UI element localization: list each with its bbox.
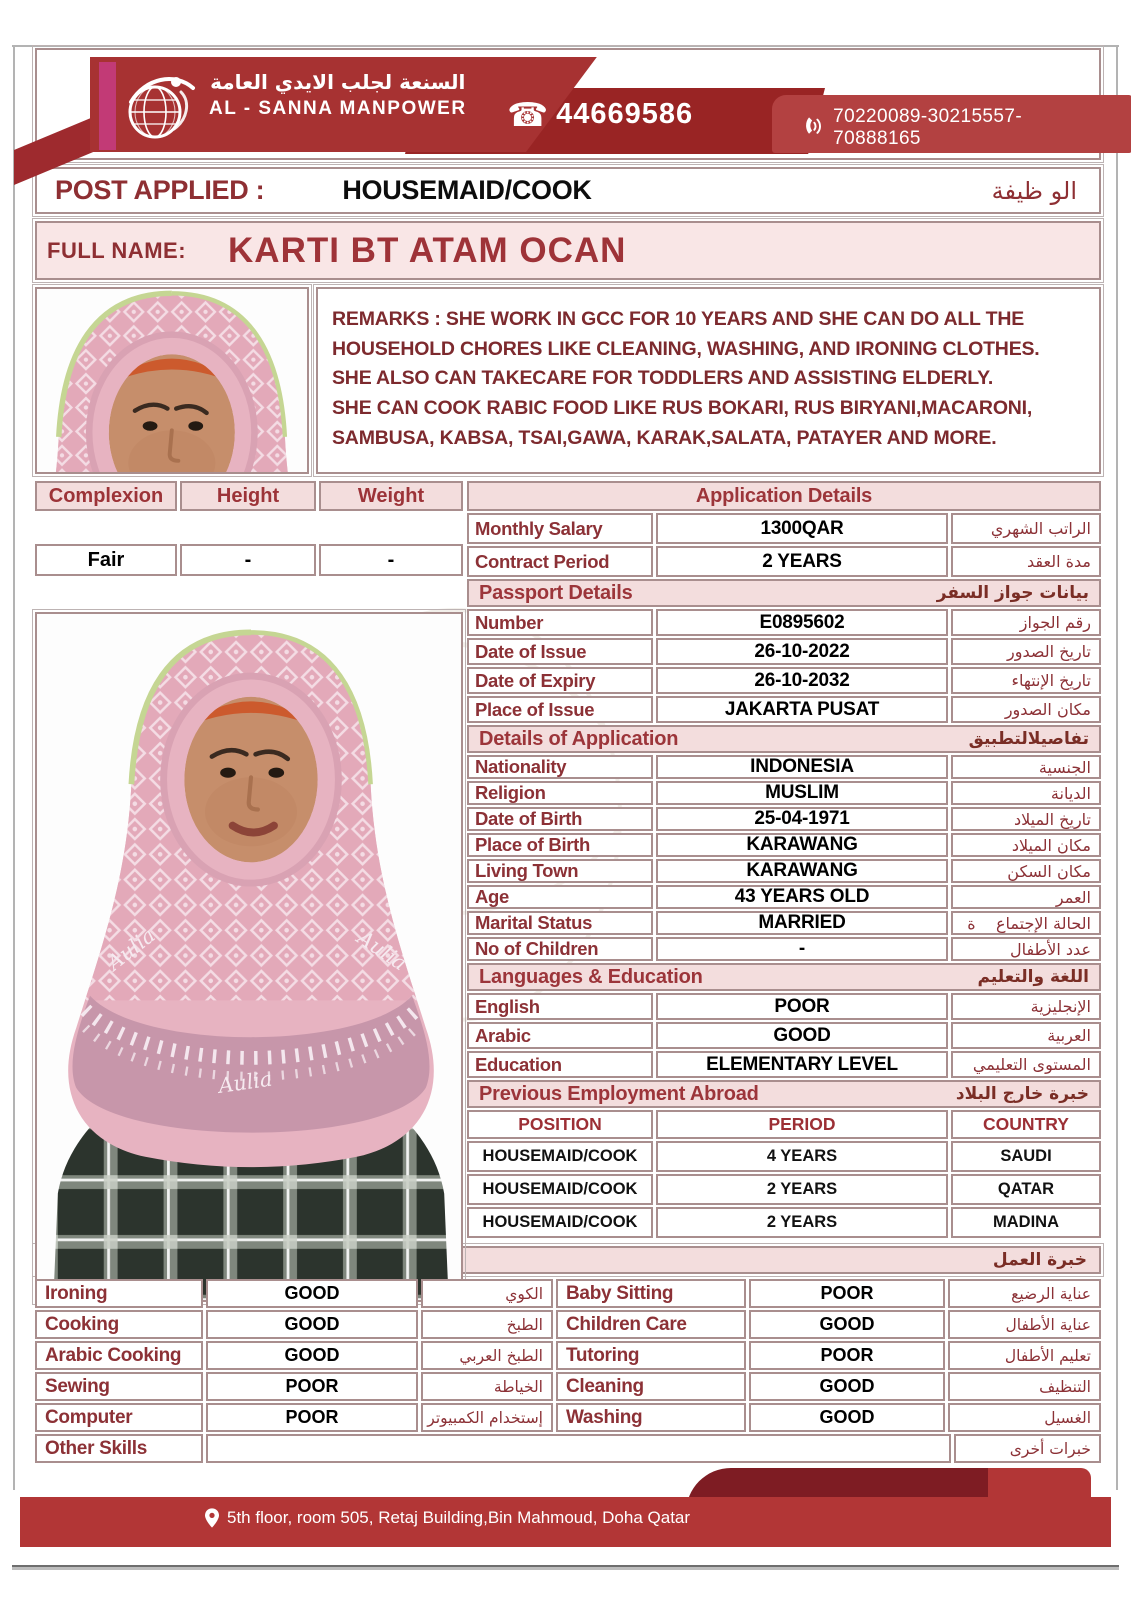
- field-value: -: [656, 937, 948, 961]
- column-header-weight: Weight: [319, 481, 463, 511]
- skill-label-arabic: الطبخ العربي: [421, 1341, 553, 1370]
- skills-row: [35, 1310, 1101, 1339]
- page-frame-left: [13, 45, 15, 1490]
- magenta-accent-bar: [99, 62, 116, 150]
- column-header: COUNTRY: [951, 1110, 1101, 1139]
- field-label: Date of Birth: [467, 807, 653, 831]
- table-row: [467, 993, 1101, 1020]
- field-label-arabic: تاريخ الإنتهاء: [951, 667, 1101, 694]
- post-applied-label: POST APPLIED :: [55, 175, 265, 205]
- column-header: POSITION: [467, 1110, 653, 1139]
- skill-label: Arabic Cooking: [35, 1341, 203, 1370]
- field-label: Number: [467, 609, 653, 636]
- table-row: [467, 546, 1101, 577]
- physical-value-row: [35, 544, 465, 576]
- application-details-table: [467, 481, 1101, 1241]
- skill-rating: GOOD: [749, 1372, 945, 1401]
- section-header-languages-education: [467, 963, 1101, 991]
- column-header: PERIOD: [656, 1110, 948, 1139]
- section-header-application-details: [467, 481, 1101, 511]
- applicant-photo-small: [35, 287, 309, 474]
- field-label-arabic: المستوى التعليمي: [951, 1051, 1101, 1078]
- employment-position: HOUSEMAID/COOK: [467, 1207, 653, 1238]
- table-row: [467, 807, 1101, 831]
- field-label-arabic: تاريخ الميلاد: [951, 807, 1101, 831]
- field-value: MARRIED: [656, 911, 948, 935]
- header-banner: [35, 48, 1101, 160]
- physical-header-row: [35, 481, 465, 511]
- full-name-label: FULL NAME:: [47, 237, 187, 263]
- skill-label-arabic: الطبخ: [421, 1310, 553, 1339]
- field-value: 2 YEARS: [656, 546, 948, 577]
- skill-rating: GOOD: [749, 1403, 945, 1432]
- field-value: 25-04-1971: [656, 807, 948, 831]
- location-pin-icon: [205, 1508, 219, 1528]
- skill-label-arabic: إستخدام الكمبيوتر: [421, 1403, 553, 1432]
- section-header-previous-employment: [467, 1080, 1101, 1108]
- skill-label: Tutoring: [556, 1341, 746, 1370]
- employment-period: 4 YEARS: [656, 1141, 948, 1172]
- skill-rating: GOOD: [206, 1279, 418, 1308]
- field-label: Nationality: [467, 755, 653, 779]
- field-label: Place of Birth: [467, 833, 653, 857]
- employment-row: [467, 1207, 1101, 1238]
- field-label: English: [467, 993, 653, 1020]
- field-label-arabic: تاريخ الصدور: [951, 638, 1101, 665]
- field-label: Age: [467, 885, 653, 909]
- table-row: [467, 1051, 1101, 1078]
- skill-label-arabic: الغسيل: [948, 1403, 1101, 1432]
- field-label: Contract Period: [467, 546, 653, 577]
- skill-rating: GOOD: [206, 1310, 418, 1339]
- field-label-arabic: العمر: [951, 885, 1101, 909]
- section-title: Languages & Education: [479, 965, 703, 988]
- telephone-icon: ☎: [507, 95, 549, 134]
- bottom-divider: [12, 1565, 1119, 1570]
- section-title-arabic: خبرة خارج البلاد: [955, 1084, 1089, 1104]
- skill-label: Washing: [556, 1403, 746, 1432]
- skill-rating: POOR: [749, 1279, 945, 1308]
- table-row: [467, 1022, 1101, 1049]
- skills-row: [35, 1341, 1101, 1370]
- remarks-line: SAMBUSA, KABSA, TSAI,GAWA, KARAK,SALATA, PATAYER AND MORE.: [332, 426, 997, 449]
- post-applied-label-arabic: الو ظيفة: [991, 176, 1077, 205]
- other-skills-label: Other Skills: [35, 1434, 203, 1463]
- post-applied-value: HOUSEMAID/COOK: [342, 175, 592, 205]
- remarks-line: SHE ALSO CAN TAKECARE FOR TODDLERS AND ASSISTING ELDERLY.: [332, 367, 994, 390]
- full-name-value: KARTI BT ATAM OCAN: [228, 230, 627, 270]
- table-row: [467, 696, 1101, 723]
- table-row: [467, 609, 1101, 636]
- field-value: KARAWANG: [656, 859, 948, 883]
- employment-period: 2 YEARS: [656, 1174, 948, 1205]
- field-value: GOOD: [656, 1022, 948, 1049]
- table-row: [467, 911, 1101, 935]
- employment-position: HOUSEMAID/COOK: [467, 1174, 653, 1205]
- field-value: JAKARTA PUSAT: [656, 696, 948, 723]
- footer-address: 5th floor, room 505, Retaj Building,Bin Mahmoud, Doha Qatar: [227, 1508, 691, 1527]
- field-label-arabic: مكان الميلاد: [951, 833, 1101, 857]
- skills-row: [35, 1279, 1101, 1308]
- field-value: ELEMENTARY LEVEL: [656, 1051, 948, 1078]
- field-label: Arabic: [467, 1022, 653, 1049]
- skill-label-arabic: تعليم الأطفال: [948, 1341, 1101, 1370]
- employment-country: SAUDI: [951, 1141, 1101, 1172]
- section-header-passport-details: [467, 579, 1101, 607]
- skills-table: [35, 1279, 1101, 1463]
- section-title-arabic: خبرة العمل: [992, 1250, 1087, 1270]
- field-value: 1300QAR: [656, 513, 948, 544]
- field-label-arabic: رقم الجواز: [951, 609, 1101, 636]
- field-label: Place of Issue: [467, 696, 653, 723]
- table-row: [467, 859, 1101, 883]
- field-label: Education: [467, 1051, 653, 1078]
- remarks-line: SHE CAN COOK RABIC FOOD LIKE RUS BOKARI, RUS BIRYANI,MACARONI,: [332, 396, 1033, 419]
- column-header-complexion: Complexion: [35, 481, 177, 511]
- field-value: KARAWANG: [656, 833, 948, 857]
- skill-label: Cleaning: [556, 1372, 746, 1401]
- phone-block: [507, 95, 694, 134]
- field-label-arabic: العربية: [951, 1022, 1101, 1049]
- field-value: INDONESIA: [656, 755, 948, 779]
- complexion-value: Fair: [35, 544, 177, 576]
- field-label: Monthly Salary: [467, 513, 653, 544]
- field-label-arabic: الجنسية: [951, 755, 1101, 779]
- employment-row: [467, 1141, 1101, 1172]
- full-name-row: [35, 221, 1101, 280]
- skill-rating: GOOD: [206, 1341, 418, 1370]
- skill-label: Cooking: [35, 1310, 203, 1339]
- table-row: [467, 667, 1101, 694]
- employment-position: HOUSEMAID/COOK: [467, 1141, 653, 1172]
- section-header-details-of-application: [467, 725, 1101, 753]
- employment-country: MADINA: [951, 1207, 1101, 1238]
- remarks-section: [316, 287, 1101, 474]
- page-frame-right: [1116, 45, 1118, 1490]
- skills-row: [35, 1403, 1101, 1432]
- table-row: [467, 833, 1101, 857]
- mobile-numbers: 70220089-30215557-70888165: [833, 106, 1023, 149]
- skills-row: [35, 1372, 1101, 1401]
- skill-label-arabic: الكوي: [421, 1279, 553, 1308]
- section-title: Details of Application: [479, 727, 679, 750]
- skill-label-arabic: عناية الأطفال: [948, 1310, 1101, 1339]
- skill-label: Ironing: [35, 1279, 203, 1308]
- skill-label-arabic: التنظيف: [948, 1372, 1101, 1401]
- field-label: Date of Expiry: [467, 667, 653, 694]
- field-label-arabic: مدة العقد: [951, 546, 1101, 577]
- table-row: [467, 638, 1101, 665]
- field-value: POOR: [656, 993, 948, 1020]
- field-value: 43 YEARS OLD: [656, 885, 948, 909]
- skill-label-arabic: عناية الرضيع: [948, 1279, 1101, 1308]
- field-label-arabic: الديانة: [951, 781, 1101, 805]
- table-row: [467, 781, 1101, 805]
- field-label-arabic: مكان السكن: [951, 859, 1101, 883]
- agency-name: AL - SANNA MANPOWER: [209, 98, 467, 119]
- column-header-height: Height: [180, 481, 316, 511]
- section-title-arabic: اللغة والتعليم: [977, 967, 1089, 987]
- field-label: Religion: [467, 781, 653, 805]
- field-label-arabic: الإنجليزية: [951, 993, 1101, 1020]
- field-label-arabic: عدد الأطفال: [951, 937, 1101, 961]
- mobile-block: [802, 106, 1099, 150]
- other-skills-row: [35, 1434, 1101, 1463]
- table-row: [467, 755, 1101, 779]
- field-label: Date of Issue: [467, 638, 653, 665]
- skill-label: Computer: [35, 1403, 203, 1432]
- field-label: Marital Status: [467, 911, 653, 935]
- post-applied-row: [35, 167, 1101, 214]
- page-frame-top: [12, 45, 1119, 47]
- agency-name-arabic: السنعة لجلب الايدي العامة: [210, 70, 466, 94]
- field-value: 26-10-2032: [656, 667, 948, 694]
- skill-label: Baby Sitting: [556, 1279, 746, 1308]
- field-label-arabic: الراتب الشهري: [951, 513, 1101, 544]
- field-value: 26-10-2022: [656, 638, 948, 665]
- employment-country: QATAR: [951, 1174, 1101, 1205]
- employment-columns-row: [467, 1110, 1101, 1139]
- employment-row: [467, 1174, 1101, 1205]
- section-title-arabic: تفاصيلالتطبيق: [968, 729, 1089, 749]
- field-value: MUSLIM: [656, 781, 948, 805]
- weight-value: -: [319, 544, 463, 576]
- other-skills-value: [206, 1434, 951, 1463]
- field-label: Living Town: [467, 859, 653, 883]
- phone-number: 44669586: [556, 98, 694, 130]
- table-row: [467, 513, 1101, 544]
- handset-waves-icon: [802, 114, 823, 142]
- skill-rating: POOR: [749, 1341, 945, 1370]
- table-row: [467, 937, 1101, 961]
- skill-rating: GOOD: [749, 1310, 945, 1339]
- field-label-arabic: مكان الصدور: [951, 696, 1101, 723]
- field-label: No of Children: [467, 937, 653, 961]
- footer-address-block: [205, 1508, 690, 1528]
- skill-label: Children Care: [556, 1310, 746, 1339]
- agency-name-block: [209, 70, 467, 121]
- section-title: Application Details: [695, 484, 873, 507]
- skill-label: Sewing: [35, 1372, 203, 1401]
- height-value: -: [180, 544, 316, 576]
- skill-label-arabic: الخياطة: [421, 1372, 553, 1401]
- field-label-arabic: الحالة الإجتماع ة: [951, 911, 1101, 935]
- applicant-photo-large: [35, 612, 463, 1302]
- table-row: [467, 885, 1101, 909]
- section-title-arabic: بيانات جواز السفر: [936, 583, 1089, 603]
- remarks-line: HOUSEHOLD CHORES LIKE CLEANING, WASHING, AND IRONING CLOTHES.: [332, 337, 1040, 360]
- section-title: Passport Details: [479, 581, 633, 604]
- remarks-text: [318, 289, 1099, 453]
- other-skills-label-arabic: خبرات أخرى: [954, 1434, 1101, 1463]
- skill-rating: POOR: [206, 1403, 418, 1432]
- globe-swoosh-icon: [119, 66, 199, 146]
- remarks-line: REMARKS : SHE WORK IN GCC FOR 10 YEARS AND SHE CAN DO ALL THE: [332, 308, 1025, 330]
- field-value: E0895602: [656, 609, 948, 636]
- section-title: Previous Employment Abroad: [479, 1082, 759, 1105]
- skill-rating: POOR: [206, 1372, 418, 1401]
- employment-period: 2 YEARS: [656, 1207, 948, 1238]
